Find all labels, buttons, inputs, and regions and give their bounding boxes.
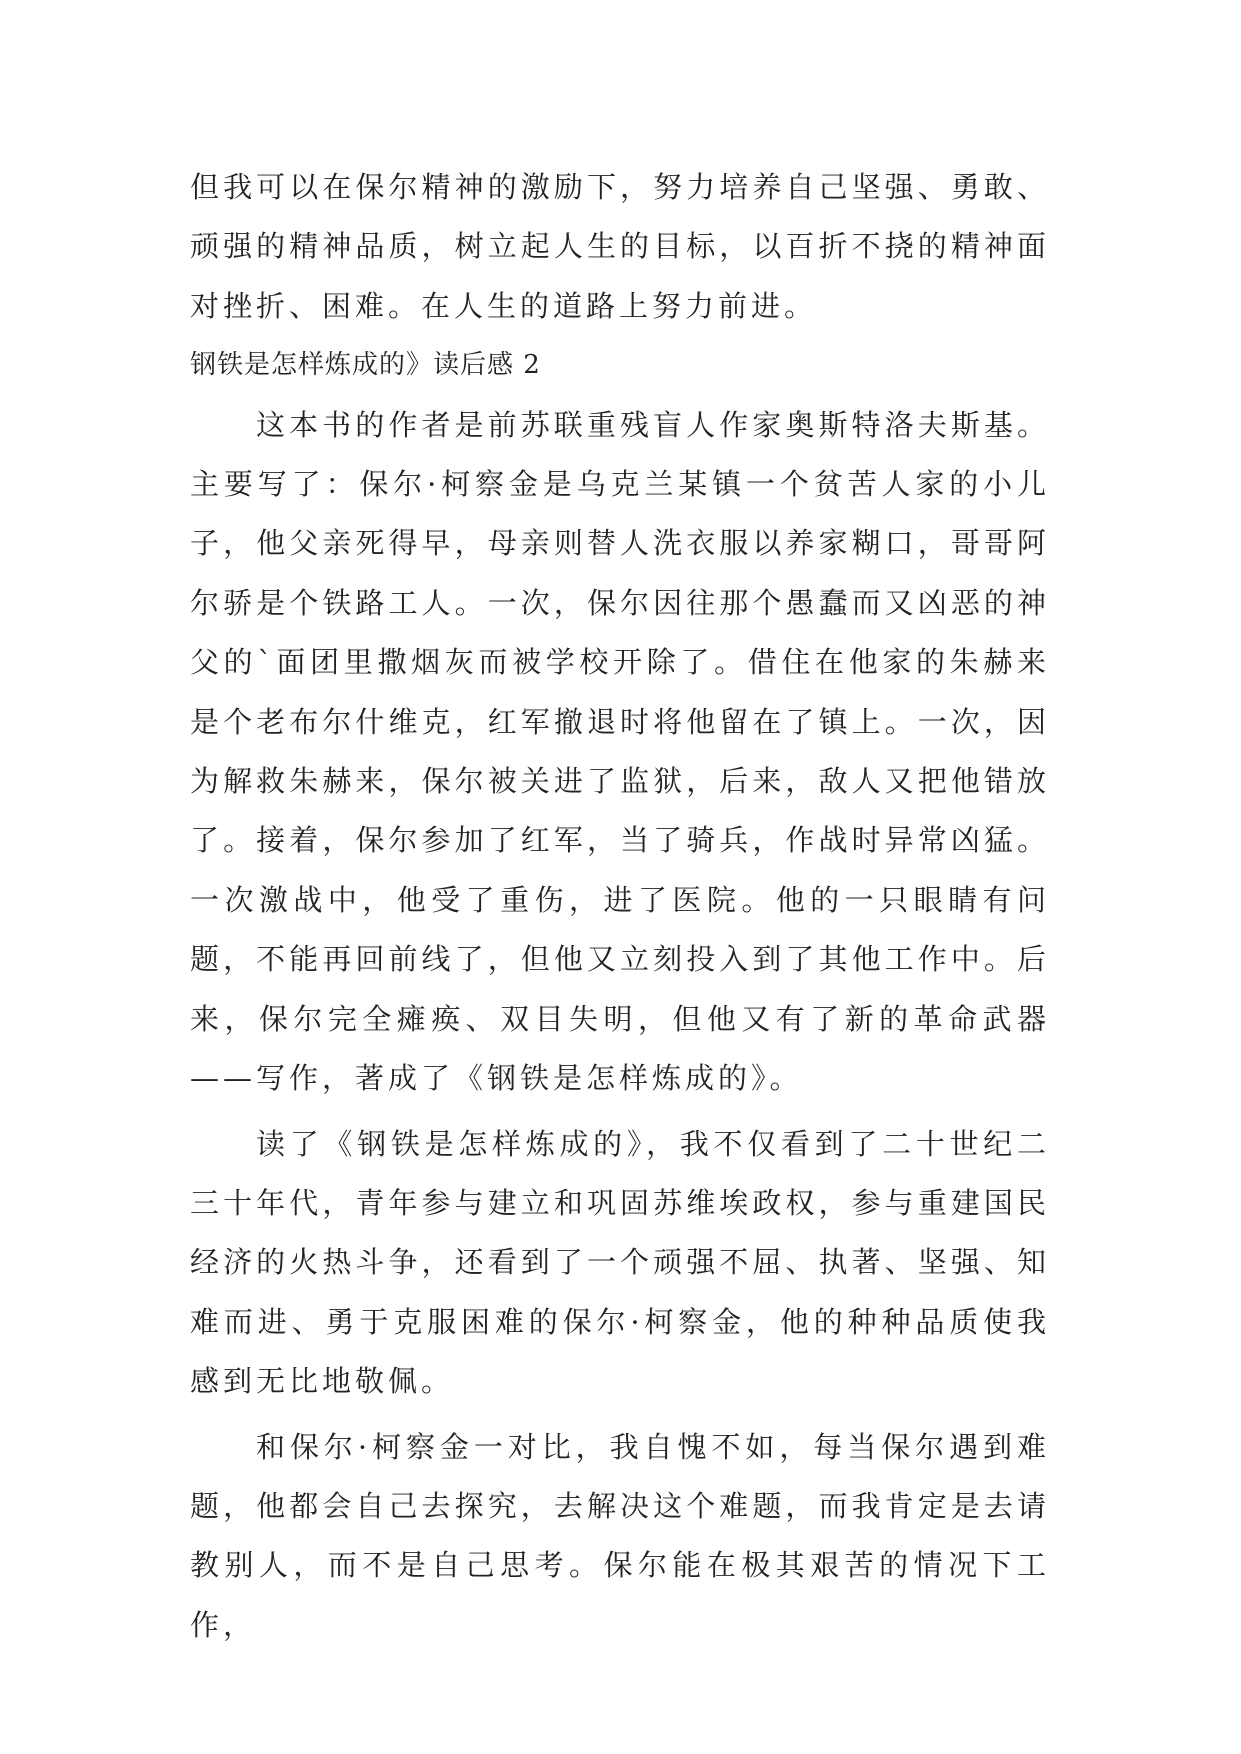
paragraph-comparison: 和保尔·柯察金一对比，我自愧不如，每当保尔遇到难题，他都会自己去探究，去解决这个难题，而我肯定是去请教别人，而不是自己思考。保尔能在极其艰苦的情况下工作， (190, 1429, 1050, 1642)
section-heading: 钢铁是怎样炼成的》读后感 2 (190, 350, 541, 381)
paragraph-summary: 这本书的作者是前苏联重残盲人作家奥斯特洛夫斯基。主要写了：保尔·柯察金是乌克兰某镇一个贫苦人家的小儿子，他父亲死得早，母亲则替人洗衣服以养家糊口，哥哥阿尔骄是个铁路工人。一次，保尔因往那个愚蠢而又凶恶的神父的`面团里撒烟灰而被学校开除了。借住在他家的朱赫来是个老布尔什维克，红军撤退时将他留在了镇上。一次，因为解救朱赫来，保尔被关进了监狱，后来，敌人又把他错放了。接着，保尔参加了红军，当了骑兵，作战时异常凶猛。一次激战中，他受了重伤，进了医院。他的一只眼睛有问题，不能再回前线了，但他又立刻投入到了其他工作中。后来，保尔完全瘫痪、双目失明，但他又有了新的革命武器——写作，著成了《钢铁是怎样炼成的》。 (190, 407, 1050, 1096)
paragraph-reflection: 读了《钢铁是怎样炼成的》，我不仅看到了二十世纪二三十年代，青年参与建立和巩固苏维埃政权，参与重建国民经济的火热斗争，还看到了一个顽强不屈、执著、坚强、知难而进、勇于克服困难的保尔·柯察金，他的种种品质使我感到无比地敬佩。 (190, 1126, 1050, 1399)
paragraph-intro: 但我可以在保尔精神的激励下，努力培养自己坚强、勇敢、顽强的精神品质，树立起人生的目标，以百折不挠的精神面对挫折、困难。在人生的道路上努力前进。 (190, 170, 1050, 323)
document-body (190, 158, 1050, 1655)
